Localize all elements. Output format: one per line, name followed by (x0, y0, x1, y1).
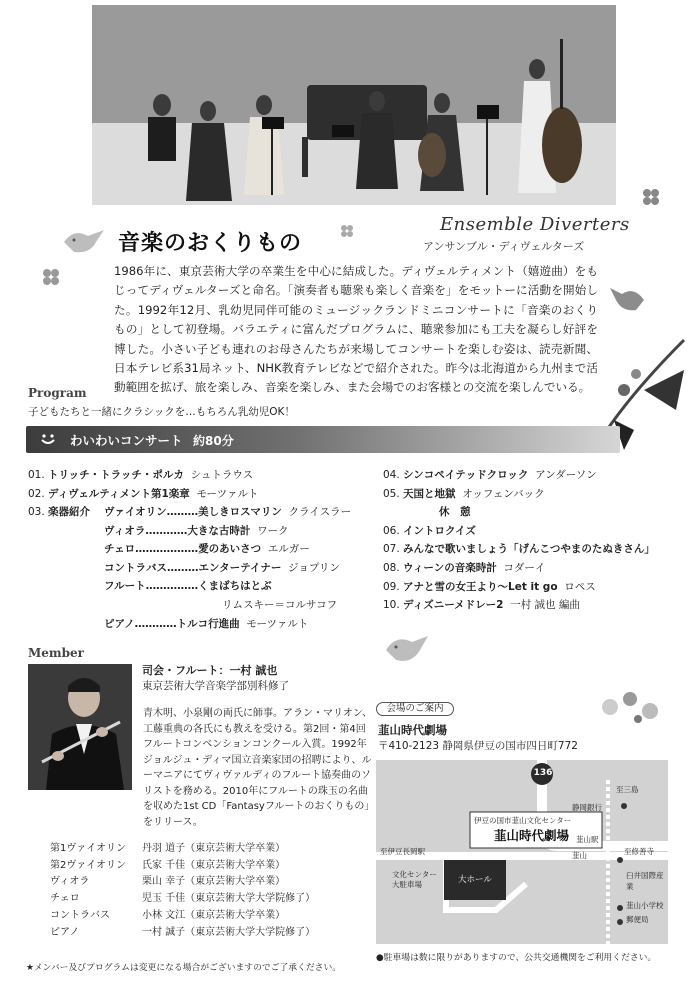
map-label-garden: 臼井国際産業 (626, 871, 664, 891)
map-label-mishima: 至三島 (616, 785, 639, 794)
program-item: 08. ウィーンの音楽時計 コダーイ (383, 561, 546, 574)
program-item: 06. イントロクイズ (383, 524, 476, 537)
smile-icon (39, 430, 57, 448)
ensemble-name-en: Ensemble Diverters (440, 214, 630, 235)
ensemble-name-ja: アンサンブル・ディヴェルターズ (423, 240, 585, 253)
route-136-sign: 136 (533, 768, 553, 778)
parking-note: ●駐車場は数に限りがありますので、公共交通機関をご利用ください。 (376, 953, 657, 963)
map-label-bank: 静岡銀行 (572, 803, 602, 812)
bird-icon (382, 628, 432, 670)
mc-biography: 青木明、小泉剛の両氏に師事。アラン・マリオン、工藤重典の各氏にも教えを受ける。第2回・第4回フルートコンベンションコンクール入賞。1992年ジョルジュ・ディマ国立音楽家団の招聘により、ルーマニアにてヴィヴァルディのフルート協奏曲のソリストを務める。2010年にフルートの珠玉の名曲を収めた1st CD「Fantasyフルートのおくりもの」をリリース。 (143, 708, 375, 828)
instrument-item: チェロ………………愛のあいさつ エルガー (104, 543, 310, 556)
roster-row: 第2ヴァイオリン 氏家 千佳（東京芸術大学卒業） (50, 859, 286, 871)
map-label-hall: 大ホール (458, 875, 492, 885)
instrument-item: ヴィオラ…………大きな古時計 ワーク (104, 524, 289, 537)
program-item: 05. 天国と地獄 オッフェンバック (383, 487, 545, 500)
bird-icon (608, 282, 648, 316)
mc-role: 司会・フルート：一村 誠也 (142, 664, 278, 677)
instrument-item: コントラバス………エンターテイナー ジョプリン (104, 561, 340, 574)
map-label-school: 韮山小学校 (626, 901, 664, 910)
program-item: 09. アナと雪の女王より～Let it go ロペス (383, 580, 596, 593)
map-label-post: 郵便局 (626, 915, 649, 924)
roster-row: 第1ヴァイオリン 丹羽 道子（東京芸術大学卒業） (50, 842, 286, 854)
roster-row: コントラバス 小林 文江（東京芸術大学卒業） (50, 910, 286, 922)
ensemble-stage-photo (92, 5, 616, 205)
program-subtitle: 子どもたちと一緒にクラシックを…もちろん乳幼児OK！ (28, 406, 295, 418)
program-item: 01. トリッチ・トラッチ・ポルカ シュトラウス (28, 469, 254, 481)
venue-name: 韮山時代劇場 (378, 723, 447, 737)
mc-education: 東京芸術大学音楽学部別科修了 (142, 680, 289, 692)
map-label-nirayama: 韮山 (572, 851, 587, 860)
program-item: 07. みんなで歌いましょう「げんこつやまのたぬきさん」 (383, 543, 655, 556)
instrument-item: ヴァイオリン………美しきロスマリン クライスラー (104, 506, 352, 518)
program-item: 10. ディズニーメドレー2 一村 誠也 編曲 (383, 599, 580, 612)
roster-row: ピアノ 一村 誠子（東京芸術大学大学院修了） (50, 926, 316, 938)
hero-photo (92, 5, 616, 205)
footnote: ★メンバー及びプログラムは変更になる場合がございますのでご了承ください。 (26, 963, 342, 973)
page-title: 音楽のおくりもの (118, 231, 303, 256)
venue-map (376, 760, 668, 944)
map-label-center: 伊豆の国市韮山文化センター (474, 816, 572, 825)
roster-row: チェロ 児玉 千佳（東京芸術大学大学院修了） (50, 893, 316, 905)
member-roster (50, 838, 315, 939)
member-heading: Member (28, 646, 84, 660)
concert-title: わいわいコンサート (70, 433, 183, 448)
intro-paragraph: 1986年に、東京芸術大学の卒業生を中心に結成した。ディヴェルティメント（嬉遊曲）をもじってディヴェルターズと命名。「演奏者も聴衆も楽しく音楽を」をモットーに活動を開始した。1992年12月、乳幼児同伴可能のミュージックランドミニコンサートに「音楽のおくりもの」として初登場。バラエティに富んだプログラムに、聴衆参加にも工夫を凝らし好評を博した。小さい子ども連れのお母さんたちが来場してコンサートを楽しむ姿は、読売新聞、日本テレビ系31局ネット、NHK教育テレビなどで紹介された。昨今は北海道から九州まで活動範囲を拡げ、旅を楽しみ、音楽を楽しみ、また会場でのお客様との交流を楽しんでいる。 (114, 264, 598, 395)
roster-row: ヴィオラ 栗山 幸子（東京芸術大学卒業） (50, 876, 286, 888)
instrument-list (104, 503, 351, 633)
clover-icon (640, 186, 662, 208)
program-item: 02. ディヴェルティメント第1楽章 モーツァルト (28, 487, 259, 500)
program-intermission: 休 憩 (439, 506, 471, 519)
instrument-item: ピアノ…………トルコ行進曲 モーツァルト (104, 617, 309, 630)
program-item: 03. 楽器紹介 (28, 506, 91, 519)
clover-icon (40, 266, 62, 288)
clover-icon (340, 224, 354, 238)
map-label-station: 韮山駅 (576, 835, 599, 844)
program-item: 04. シンコペイテッドクロック アンダーソン (383, 469, 597, 481)
venue-badge: 会場のご案内 (376, 702, 454, 716)
flower-icon (590, 685, 670, 735)
map-label-theater: 韮山時代劇場 (494, 828, 570, 843)
concert-duration: 約80分 (193, 434, 234, 448)
bird-icon (60, 222, 110, 262)
instrument-item: リムスキー＝コルサコフ (222, 598, 338, 611)
venue-address: 〒410-2123 静岡県伊豆の国市四日町772 (378, 740, 578, 752)
map-label-parking: 文化センター 大駐車場 (392, 870, 437, 889)
map-label-shuzenji: 至修善寺 (624, 847, 654, 856)
program-heading: Program (28, 386, 87, 400)
map-label-izunagaoka: 至伊豆長岡駅 (380, 847, 425, 856)
instrument-item: フルート……………くまばちはとぶ (104, 580, 272, 593)
program-list-right (383, 466, 655, 615)
flutist-photo (28, 664, 132, 790)
